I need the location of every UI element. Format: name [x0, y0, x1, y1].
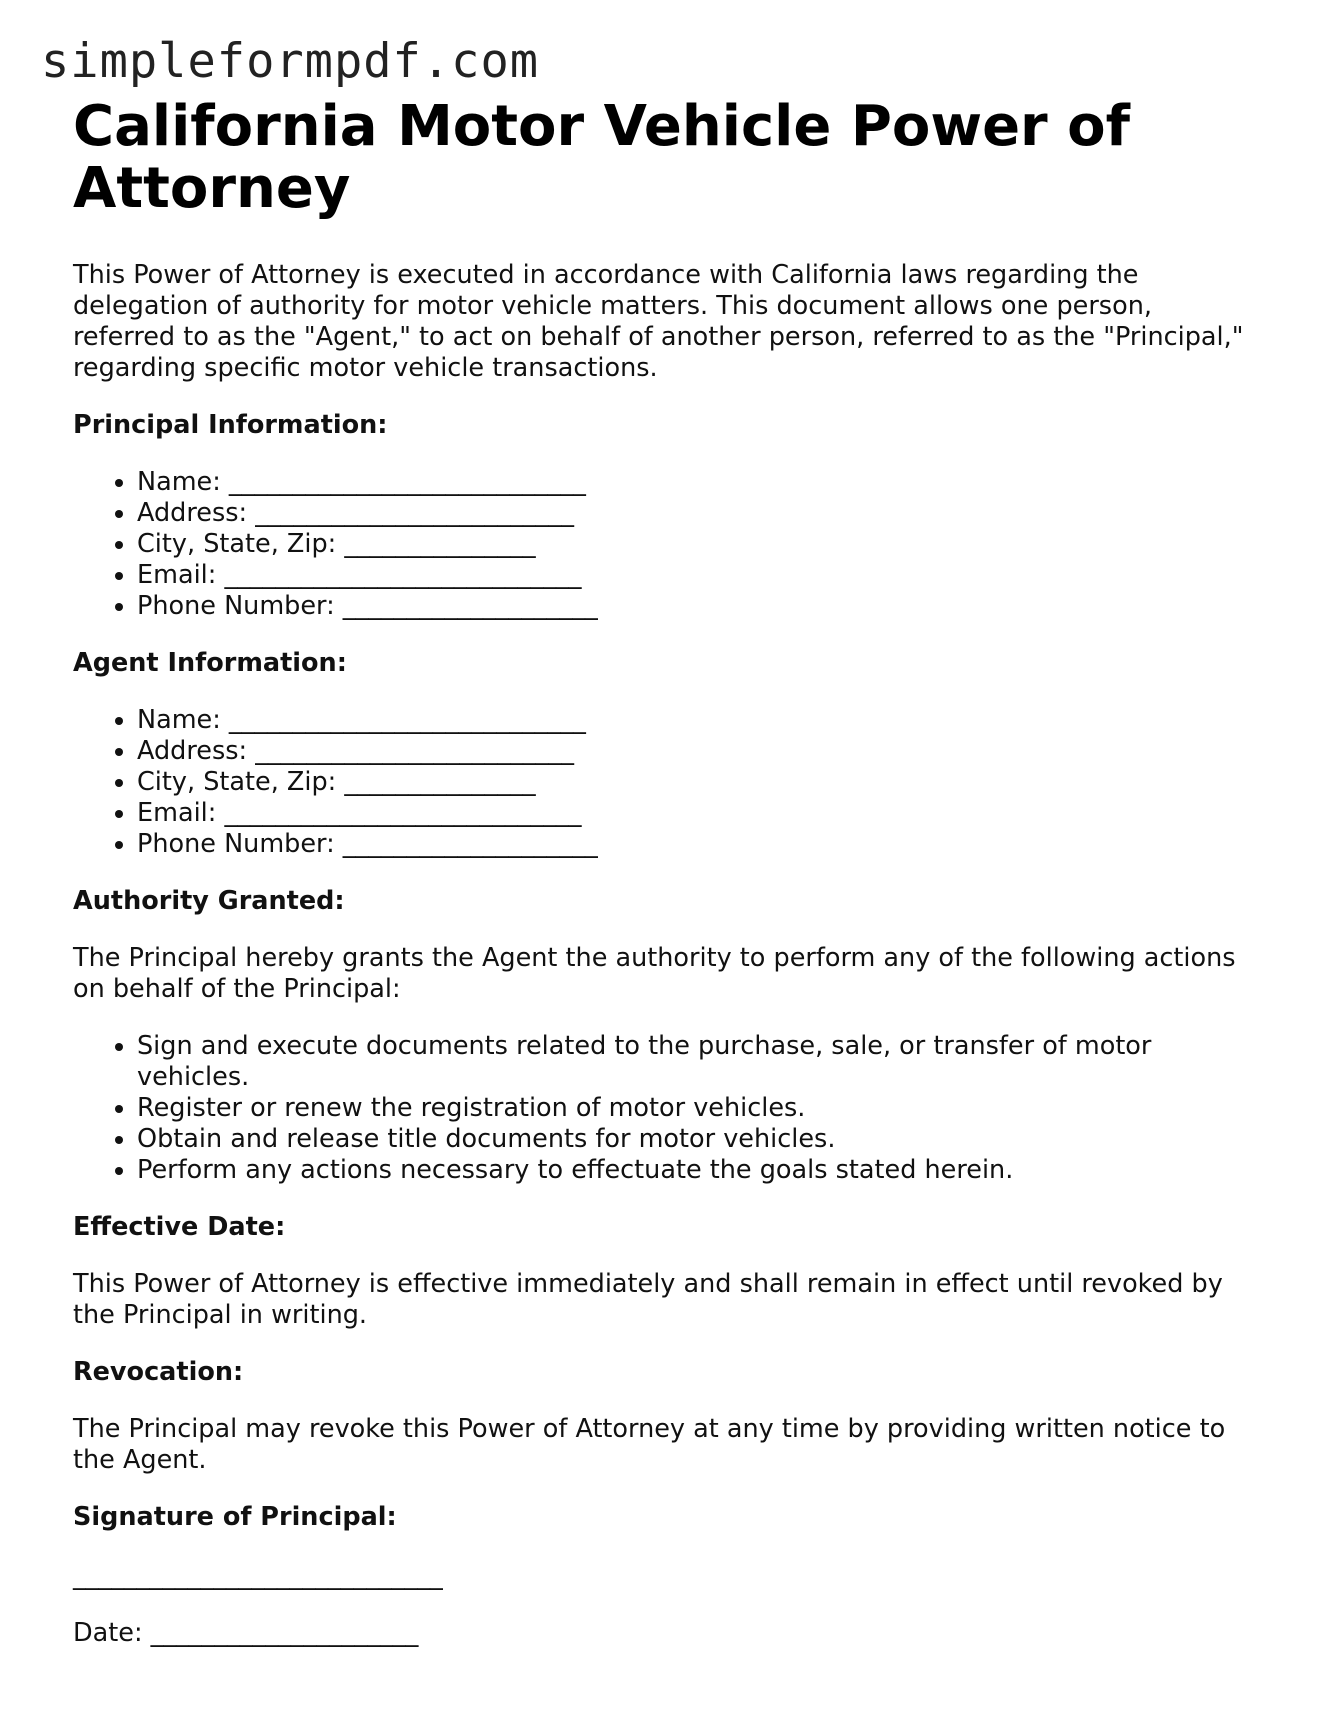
authority-item: • Sign and execute documents related to the purchase, sale, or transfer of motor vehicles. [137, 1031, 1253, 1093]
principal-fields [73, 467, 1253, 622]
principal-phone-field: • Phone Number: ____________________ [137, 591, 1253, 622]
principal-name-field: • Name: ____________________________ [137, 467, 1253, 498]
signature-line: _____________________________ [73, 1561, 443, 1591]
intro-paragraph: This Power of Attorney is executed in accordance with California laws regarding the delegation of authority for motor vehicle matters. This document allows one person, referred to as the "Agent," to act on behalf of another person, referred to as the "Principal," regarding specific motor vehicle transactions. [73, 260, 1244, 383]
principal-heading: Principal Information: [73, 410, 388, 440]
effective-date-heading: Effective Date: [73, 1212, 286, 1242]
site-watermark: simpleformpdf.com [41, 34, 540, 89]
signature-heading: Signature of Principal: [73, 1502, 397, 1532]
authority-intro: The Principal hereby grants the Agent the authority to perform any of the following actions on behalf of the Principal: [73, 943, 1236, 1004]
agent-phone-field: • Phone Number: ____________________ [137, 829, 1253, 860]
signature-date-field: Date: _____________________ [73, 1618, 419, 1648]
principal-email-field: • Email: ____________________________ [137, 560, 1253, 591]
authority-item: • Perform any actions necessary to effectuate the goals stated herein. [137, 1155, 1253, 1186]
agent-city-state-zip-field: • City, State, Zip: _______________ [137, 767, 1253, 798]
document-body [73, 96, 1253, 1649]
agent-fields [73, 705, 1253, 860]
agent-address-field: • Address: _________________________ [137, 736, 1253, 767]
authority-item: • Obtain and release title documents for motor vehicles. [137, 1124, 1253, 1155]
agent-heading: Agent Information: [73, 648, 347, 678]
document-title: California Motor Vehicle Power of Attorney [73, 94, 1130, 221]
effective-date-text: This Power of Attorney is effective immediately and shall remain in effect until revoked by the Principal in writing. [73, 1269, 1223, 1330]
authority-item: • Register or renew the registration of motor vehicles. [137, 1093, 1253, 1124]
agent-name-field: • Name: ____________________________ [137, 705, 1253, 736]
revocation-text: The Principal may revoke this Power of Attorney at any time by providing written notice to the Agent. [73, 1414, 1226, 1475]
principal-city-state-zip-field: • City, State, Zip: _______________ [137, 529, 1253, 560]
authority-list [73, 1031, 1253, 1186]
agent-email-field: • Email: ____________________________ [137, 798, 1253, 829]
revocation-heading: Revocation: [73, 1357, 244, 1387]
authority-heading: Authority Granted: [73, 886, 345, 916]
principal-address-field: • Address: _________________________ [137, 498, 1253, 529]
